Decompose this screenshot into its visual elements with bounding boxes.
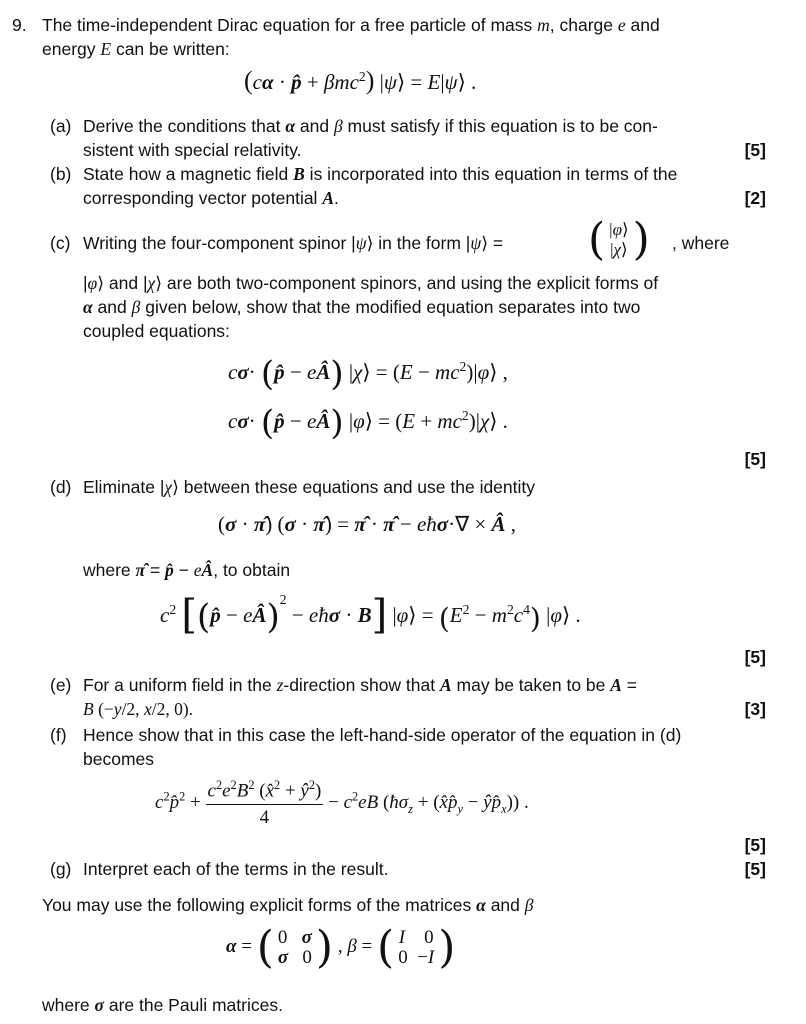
spinor-column: ( |φ⟩ |χ⟩ ) xyxy=(588,214,650,265)
part-c-where: , where xyxy=(672,233,730,253)
part-f-marks: [5] xyxy=(744,835,766,855)
part-g-label: (g) xyxy=(50,859,72,879)
part-f-line-2: becomes xyxy=(83,749,155,769)
part-f-line-1: Hence show that in this case the left-hand-side operator of the equation in (d) xyxy=(83,725,682,745)
part-a-line-1: Derive the conditions that α and β must satisfy if this equation is to be con- xyxy=(83,116,658,136)
part-c-label: (c) xyxy=(50,233,71,253)
part-d-marks: [5] xyxy=(744,647,766,667)
part-g-marks: [5] xyxy=(744,859,766,879)
part-c-line-4: coupled equations: xyxy=(83,321,230,341)
part-b-label: (b) xyxy=(50,164,72,184)
coupled-equation-1: cσ· (p̂ − eÂ) |χ⟩ = $(E - mc^2)|\varphi⟩$ , xyxy=(228,354,508,394)
intro-line-2: energy E can be written: xyxy=(42,39,230,59)
part-c-line-3: α and β given below, show that the modified equation separates into two xyxy=(83,297,641,317)
part-f-label: (f) xyxy=(50,725,67,745)
pauli-note: where σ are the Pauli matrices. xyxy=(42,995,283,1015)
question-number: 9. xyxy=(12,15,27,35)
part-d-line-1: Eliminate |χ⟩ between these equations and use the identity xyxy=(83,477,536,497)
matrices-intro: You may use the following explicit forms of the matrices α and β xyxy=(42,895,534,915)
part-d-where-line: where π̂ = p̂ − eÂ, to obtain xyxy=(83,560,291,580)
part-b-line-1: State how a magnetic field B is incorporated into this equation in terms of the xyxy=(83,164,678,184)
lhs-operator: $c^2p̂^2$ + $\frac{c^2e^2B^2 (x̂^2 + ŷ^2)}{4}$ − $c^2eB$ ($ħ\sigma_z$ + ($x̂p̂_y$ − $ŷp̂_x$)) . xyxy=(155,778,529,829)
pauli-identity: (σ · π̂) (σ · π̂) = π̂ · π̂ − eħσ·∇ × Â , xyxy=(218,512,517,536)
part-b-marks: [2] xyxy=(744,188,766,208)
part-e-marks: [3] xyxy=(744,699,766,719)
part-a-line-2: sistent with special relativity. xyxy=(83,140,302,160)
part-b-line-2: corresponding vector potential A. xyxy=(83,188,339,208)
part-a-label: (a) xyxy=(50,116,72,136)
dirac-equation: (cα · p̂ + βmc$^2$) |ψ⟩ = E|ψ⟩ . xyxy=(244,66,477,95)
coupled-equation-2: cσ· (p̂ − eÂ) |φ⟩ = $(E + mc^2)|\chi⟩$ . xyxy=(228,403,508,443)
part-c-marks: [5] xyxy=(744,449,766,469)
squared-dirac-result: $c^2$ [(p̂ − eÂ)$^2$ − eħσ · B] |φ⟩ = $(E^2 - m^2c^4)$ |φ⟩ . xyxy=(160,592,581,638)
part-e-line-2: B (−y/2, x/2, 0). xyxy=(83,699,194,719)
part-c-line-1: Writing the four-component spinor |ψ⟩ in the form |ψ⟩ = xyxy=(83,233,504,253)
part-g-line-1: Interpret each of the terms in the result. xyxy=(83,859,389,879)
part-e-line-1: For a uniform field in the z-direction show that A may be taken to be A = xyxy=(83,675,638,695)
part-e-label: (e) xyxy=(50,675,72,695)
part-c-line-2: |φ⟩ and |χ⟩ are both two-component spinors, and using the explicit forms of xyxy=(83,273,659,293)
alpha-beta-matrices: α = ( 0 σ σ 0) , β = ( I 0 0 −I) xyxy=(226,922,456,973)
part-d-label: (d) xyxy=(50,477,72,497)
part-a-marks: [5] xyxy=(744,140,766,160)
intro-line-1: The time-independent Dirac equation for a free particle of mass m, charge e and xyxy=(42,15,660,35)
